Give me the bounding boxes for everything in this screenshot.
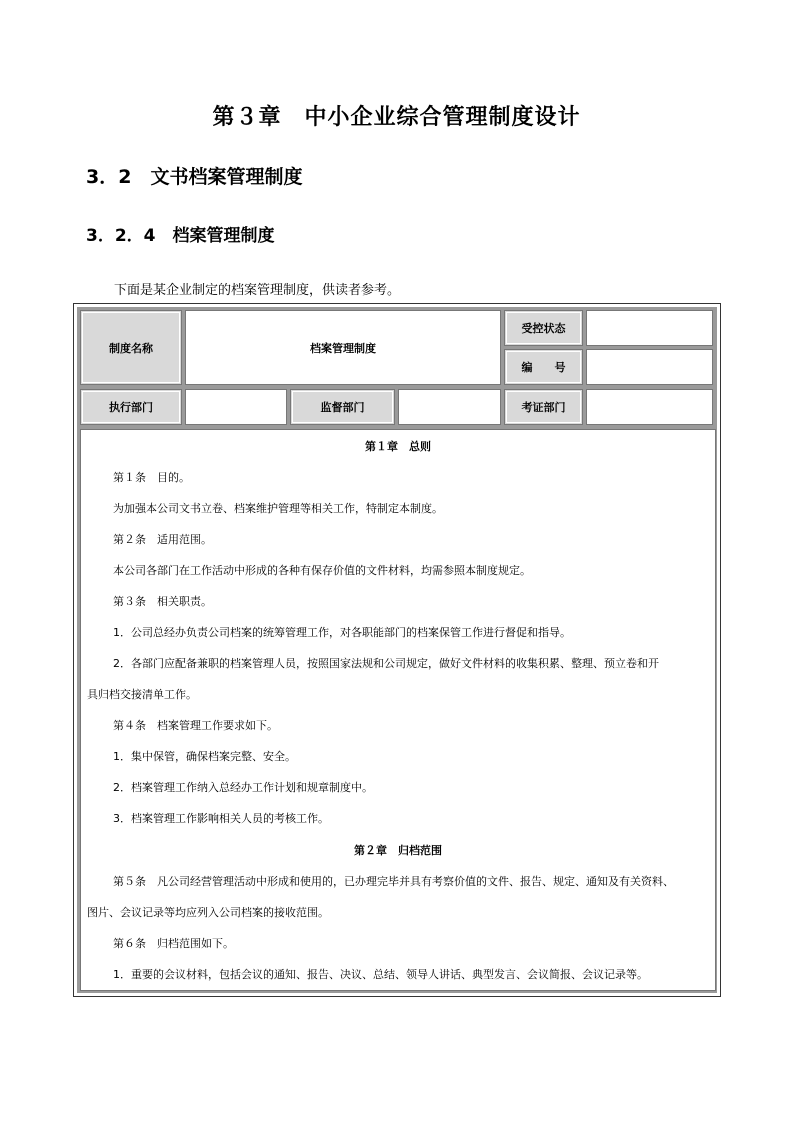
supervise-dept-label: 监督部门 — [290, 389, 395, 425]
article-2-text: 本公司各部门在工作活动中形成的各种有保存价值的文件材料，均需参照本制度规定。 — [113, 564, 531, 577]
article-5-cont: 图片、会议记录等均应列入公司档案的接收范围。 — [87, 906, 329, 919]
exec-dept-label: 执行部门 — [80, 389, 182, 425]
article-6: 第６条 归档范围如下。 — [113, 937, 234, 950]
policy-name-value — [185, 310, 501, 385]
article-4: 第４条 档案管理工作要求如下。 — [113, 719, 278, 732]
intro-text: 下面是某企业制定的档案管理制度，供读者参考。 — [114, 283, 401, 298]
chapter-title: 第３章 中小企业综合管理制度设计 — [212, 105, 581, 130]
policy-document-frame — [73, 303, 721, 997]
article-4-item-3: 3．档案管理工作影响相关人员的考核工作。 — [113, 812, 329, 825]
exam-dept-field[interactable] — [586, 389, 713, 425]
number-field[interactable] — [586, 349, 713, 385]
policy-content — [80, 429, 716, 991]
exam-dept-label: 考证部门 — [504, 389, 583, 425]
article-1: 第１条 目的。 — [113, 471, 190, 484]
article-3-item-2: 2．各部门应配备兼职的档案管理人员，按照国家法规和公司规定，做好文件材料的收集积累、整理、预立卷和开 — [113, 657, 659, 670]
chapter-1-heading: 第１章 总则 — [365, 440, 431, 453]
article-3-item-1: 1．公司总经办负责公司档案的统筹管理工作，对各职能部门的档案保管工作进行督促和指导。 — [113, 626, 571, 639]
control-status-label: 受控状态 — [504, 310, 583, 346]
article-3-item-2-cont: 具归档交接清单工作。 — [87, 688, 197, 701]
subsection-title: 3．2．4 档案管理制度 — [86, 226, 275, 246]
article-4-item-2: 2．档案管理工作纳入总经办工作计划和规章制度中。 — [113, 781, 373, 794]
policy-form-table — [77, 307, 717, 993]
article-4-item-1: 1．集中保管，确保档案完整、安全。 — [113, 750, 296, 763]
number-label: 编 号 — [504, 349, 583, 385]
article-2: 第２条 适用范围。 — [113, 533, 212, 546]
article-6-item-1: 1．重要的会议材料，包括会议的通知、报告、决议、总结、领导人讲话、典型发言、会议简报、会议记录等。 — [113, 968, 648, 981]
article-5: 第５条 凡公司经营管理活动中形成和使用的，已办理完毕并具有考察价值的文件、报告、规定、通知及有关资料、 — [113, 875, 674, 888]
chapter-2-heading: 第２章 归档范围 — [354, 844, 442, 857]
policy-name-label: 制度名称 — [80, 310, 182, 385]
article-3: 第３条 相关职责。 — [113, 595, 212, 608]
control-status-field[interactable] — [586, 310, 713, 346]
policy-name-text: 档案管理制度 — [310, 341, 376, 355]
exec-dept-field[interactable] — [185, 389, 287, 425]
article-1-text: 为加强本公司文书立卷、档案维护管理等相关工作，特制定本制度。 — [113, 502, 443, 515]
supervise-dept-field[interactable] — [398, 389, 501, 425]
section-title: 3．2 文书档案管理制度 — [86, 166, 303, 188]
